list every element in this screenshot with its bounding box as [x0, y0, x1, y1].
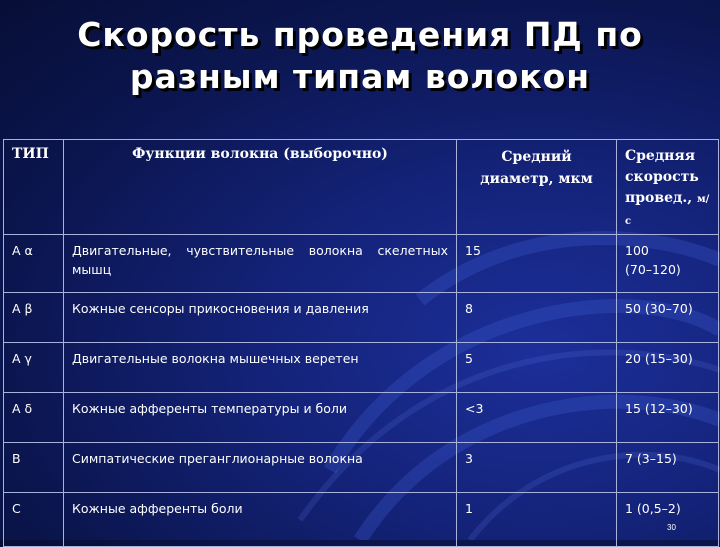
cell-speed: 15 (12–30) [617, 393, 719, 443]
cell-function: Кожные афференты боли [64, 493, 457, 547]
fiber-conduction-table [3, 139, 719, 547]
table-row [4, 235, 719, 293]
cell-diameter: 1 [457, 493, 617, 547]
table-row [4, 493, 719, 547]
slide-title [0, 14, 720, 98]
cell-type: А δ [4, 393, 64, 443]
cell-speed: 50 (30–70) [617, 293, 719, 343]
cell-type: А γ [4, 343, 64, 393]
header-speed [617, 140, 719, 235]
cell-function: Двигательные волокна мышечных веретен [64, 343, 457, 393]
cell-speed-range: (70–120) [625, 262, 681, 277]
header-speed-label: Средняя скорость провед., [625, 148, 699, 206]
table-row [4, 443, 719, 493]
cell-type: С [4, 493, 64, 547]
cell-type: А α [4, 235, 64, 293]
cell-speed-value: 100 [625, 243, 649, 258]
cell-speed: 1 (0,5–2) [617, 493, 719, 547]
header-speed-unit: м/с [625, 194, 710, 227]
table-header-row [4, 140, 719, 235]
cell-diameter: 15 [457, 235, 617, 293]
table-row [4, 343, 719, 393]
slide-title-line1: Скорость проведения ПД по [77, 15, 643, 54]
cell-function: Симпатические преганглионарные волокна [64, 443, 457, 493]
cell-diameter: 5 [457, 343, 617, 393]
cell-diameter: <3 [457, 393, 617, 443]
cell-function: Кожные сенсоры прикосновения и давления [64, 293, 457, 343]
cell-speed [617, 235, 719, 293]
table-row [4, 393, 719, 443]
cell-speed: 7 (3–15) [617, 443, 719, 493]
header-diameter: Средний диаметр, мкм [457, 140, 617, 235]
cell-speed: 20 (15–30) [617, 343, 719, 393]
cell-type: В [4, 443, 64, 493]
cell-diameter: 3 [457, 443, 617, 493]
page-number: 30 [667, 523, 676, 532]
cell-function: Двигательные, чувствительные волокна скелетных мышц [64, 235, 457, 293]
header-function: Функции волокна (выборочно) [64, 140, 457, 235]
slide-title-line2: разным типам волокон [129, 57, 591, 96]
table-row [4, 293, 719, 343]
cell-type: А β [4, 293, 64, 343]
header-type: ТИП [4, 140, 64, 235]
cell-function: Кожные афференты температуры и боли [64, 393, 457, 443]
cell-diameter: 8 [457, 293, 617, 343]
